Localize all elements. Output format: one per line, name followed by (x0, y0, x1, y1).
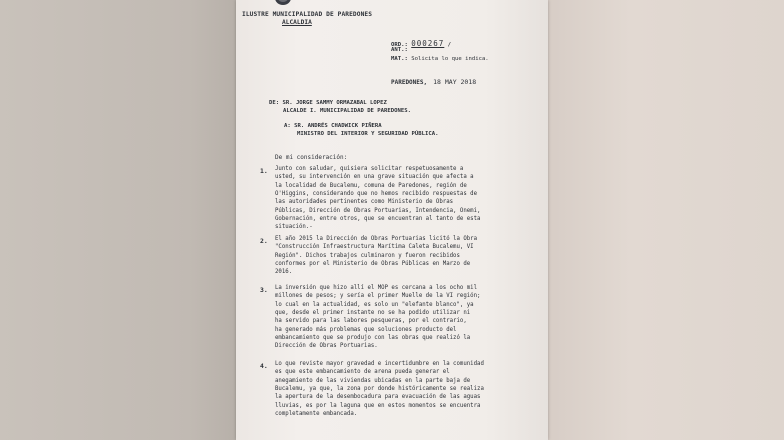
issuer-office: ALCALDIA (282, 19, 312, 26)
paragraph-line: situación.- (275, 224, 313, 231)
paragraph-line: embancamiento que se produjo con las obras que realizó la (275, 334, 471, 341)
paragraph-line: completamente embancada. (275, 410, 358, 417)
paragraph-line: ha generado más problemas que soluciones producto del (275, 326, 457, 333)
background-left (0, 0, 236, 440)
paragraph-line: La inversión que hizo allí el MOP es cercana a los ocho mil (275, 285, 478, 291)
paragraph-line: lluvias, es por la laguna que en estos momentos se encuentra (275, 402, 481, 409)
paragraph-line: Gobernación, entre otros, que se encuentran al tanto de esta (275, 215, 481, 222)
sender-line-2: ALCALDE I. MUNICIPALIDAD DE PAREDONES. (283, 108, 411, 114)
paragraph-number: 1. (260, 167, 268, 175)
paragraph-line: las autoridades pertinentes como Ministerio de Obras (275, 199, 454, 206)
paragraph-line: conformes por el Ministerio de Obras Públicas en Marzo de (275, 260, 471, 267)
paragraph-line: Lo que reviste mayor gravedad e incertidumbre en la comunidad (275, 361, 484, 367)
paragraph-number: 2. (260, 237, 268, 245)
paragraph-line: Región". Dichos trabajos culminaron y fueron recibidos (275, 252, 460, 259)
paragraph-line: 2016. (275, 269, 293, 276)
background-right (548, 0, 784, 440)
paragraph-line: O'Higgins, considerando que no hemos recibido respuestas de (275, 190, 478, 197)
mat-reference (391, 56, 489, 62)
paragraph-line: la apertura de la desembocadura para evacuación de las aguas (275, 394, 481, 401)
municipal-seal-icon (274, 0, 292, 6)
paragraph-number: 3. (260, 286, 268, 294)
paragraph-line: la localidad de Bucalemu, comuna de Paredones, región de (275, 182, 467, 189)
ord-number: 000267 (411, 39, 445, 48)
issuer-name: ILUSTRE MUNICIPALIDAD DE PAREDONES (242, 11, 373, 18)
paragraph-line: anegamiento de las viviendas ubicadas en la parte baja de (275, 377, 471, 384)
salutation: De mi consideración: (275, 154, 348, 161)
paragraph-line: "Construcción Infraestructura Marítima Caleta Bucalemu, VI (275, 244, 474, 251)
recipient-line-1: A: SR. ANDRÉS CHADWICK PIÑERA (284, 123, 382, 129)
paragraph-line: Públicas, Dirección de Obras Portuarias, Intendencia, Onemi, (275, 207, 481, 214)
paragraph-number: 4. (260, 362, 268, 370)
paragraph-line: que, desde el primer instante no se ha podido utilizar ni (275, 309, 471, 316)
paragraph-line: Bucalemu, ya que, la zona por donde históricamente se realiza (275, 385, 484, 392)
paragraph-line: es que este embancamiento de arena pueda generar el (275, 369, 450, 376)
paragraph-line: Junto con saludar, quisiera solicitar respetuosamente a (275, 166, 464, 172)
ord-label: ORD.: (391, 42, 412, 48)
paragraph-line: El año 2015 la Dirección de Obras Portuarias licitó la Obra (275, 236, 478, 242)
place: PAREDONES, (391, 79, 428, 86)
place-date (391, 78, 476, 86)
paragraph-line: lo cual en la actualidad, es solo un "elefante blanco", ya (275, 301, 474, 308)
letter-page (236, 0, 548, 440)
ant-label: ANT.: (391, 47, 408, 53)
date: 18 MAY 2018 (433, 78, 477, 86)
ord-suffix: / (444, 42, 452, 48)
paragraph-line: millones de pesos; y sería el primer Muelle de la VI región; (275, 293, 481, 300)
mat-value: Solicita lo que indica. (411, 56, 489, 62)
sender-line-1: DE: SR. JORGE SAMMY ORMAZABAL LOPEZ (269, 100, 387, 106)
mat-label: MAT.: (391, 56, 408, 62)
paragraph-line: ha servido para las labores pesqueras, por el contrario, (275, 318, 467, 325)
paragraph-line: Dirección de Obras Portuarias. (275, 343, 378, 350)
recipient-line-2: MINISTRO DEL INTERIOR Y SEGURIDAD PÚBLICA. (297, 131, 439, 137)
paragraph-line: usted, su intervención en una grave situación que afecta a (275, 174, 474, 181)
